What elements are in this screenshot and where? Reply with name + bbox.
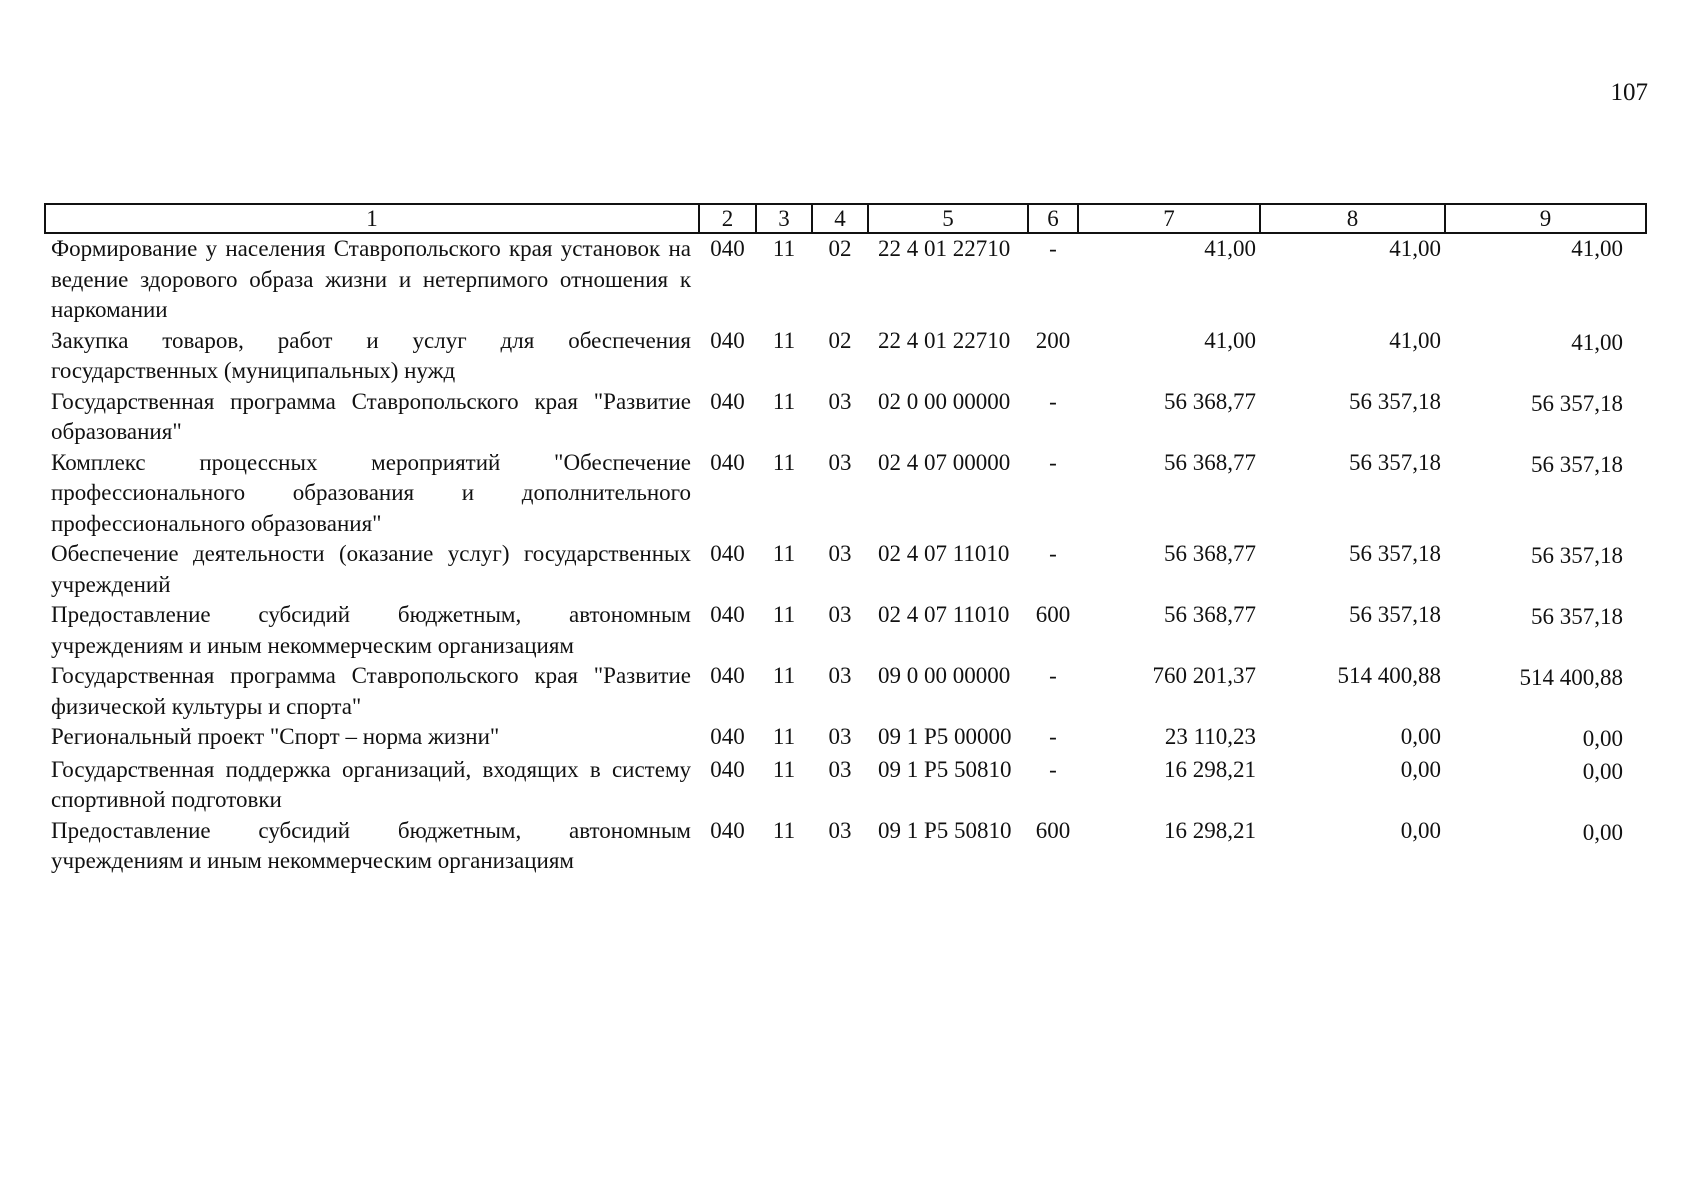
expense-type-code: - bbox=[1049, 541, 1057, 566]
target-article-code: 22 4 01 22710 bbox=[878, 236, 1011, 261]
table-header-row bbox=[45, 204, 1646, 233]
section-code: 11 bbox=[772, 541, 796, 566]
target-article-code: 22 4 01 22710 bbox=[878, 327, 1011, 353]
section-code: 11 bbox=[772, 449, 796, 475]
expense-type-code: - bbox=[1049, 388, 1057, 414]
amount-col-8: 0,00 bbox=[1400, 724, 1441, 749]
amount-col-7: 41,00 bbox=[1204, 327, 1256, 353]
subsection-code: 03 bbox=[828, 817, 852, 843]
row-description: Обеспечение деятельности (оказание услуг) государственных учреждений bbox=[51, 541, 691, 597]
column-header-9: 9 bbox=[1445, 204, 1646, 233]
column-header-3: 3 bbox=[756, 204, 812, 233]
amount-col-7: 41,00 bbox=[1204, 236, 1256, 261]
amount-col-9: 56 357,18 bbox=[1531, 451, 1623, 477]
amount-col-7: 56 368,77 bbox=[1164, 449, 1256, 475]
amount-col-8: 0,00 bbox=[1400, 756, 1441, 782]
table-row bbox=[45, 233, 1646, 326]
amount-col-9: 56 357,18 bbox=[1531, 390, 1623, 416]
amount-col-9: 41,00 bbox=[1571, 236, 1623, 261]
page-number: 107 bbox=[1610, 79, 1648, 106]
subsection-code: 02 bbox=[828, 236, 852, 261]
ministry-code: 040 bbox=[710, 236, 745, 261]
amount-col-8: 0,00 bbox=[1400, 817, 1441, 843]
amount-col-7: 56 368,77 bbox=[1164, 388, 1256, 414]
amount-col-8: 41,00 bbox=[1389, 327, 1441, 353]
row-description: Формирование у населения Ставропольского края установок на ведение здорового образа жизни и нетерпимого отношения к наркомании bbox=[51, 236, 691, 322]
table-row bbox=[45, 816, 1646, 877]
ministry-code: 040 bbox=[710, 756, 745, 782]
amount-col-9: 56 357,18 bbox=[1531, 543, 1623, 568]
target-article-code: 02 4 07 00000 bbox=[878, 449, 1011, 475]
target-article-code: 02 0 00 00000 bbox=[878, 388, 1011, 414]
amount-col-8: 56 357,18 bbox=[1349, 602, 1441, 627]
row-description: Региональный проект "Спорт – норма жизни" bbox=[51, 724, 500, 749]
section-code: 11 bbox=[772, 663, 796, 688]
expense-type-code: - bbox=[1049, 663, 1057, 688]
section-code: 11 bbox=[772, 388, 796, 414]
amount-col-7: 56 368,77 bbox=[1164, 602, 1256, 627]
amount-col-9: 56 357,18 bbox=[1531, 604, 1623, 629]
amount-col-8: 56 357,18 bbox=[1349, 449, 1441, 475]
column-header-1: 1 bbox=[45, 204, 699, 233]
row-description: Комплекс процессных мероприятий "Обеспечение профессионального образования и дополнительного профессионального образования" bbox=[51, 449, 691, 536]
column-header-6: 6 bbox=[1028, 204, 1078, 233]
amount-col-8: 56 357,18 bbox=[1349, 388, 1441, 414]
section-code: 11 bbox=[772, 327, 796, 353]
target-article-code: 09 0 00 00000 bbox=[878, 663, 1011, 688]
column-header-4: 4 bbox=[812, 204, 868, 233]
ministry-code: 040 bbox=[710, 602, 745, 627]
amount-col-7: 760 201,37 bbox=[1152, 663, 1256, 688]
row-description: Государственная поддержка организаций, входящих в систему спортивной подготовки bbox=[51, 756, 691, 812]
expense-type-code: - bbox=[1049, 449, 1057, 475]
subsection-code: 03 bbox=[828, 449, 852, 475]
table-row bbox=[45, 326, 1646, 387]
section-code: 11 bbox=[772, 602, 796, 627]
table-row bbox=[45, 387, 1646, 448]
amount-col-8: 56 357,18 bbox=[1349, 541, 1441, 566]
row-description: Государственная программа Ставропольского края "Развитие физической культуры и спорта" bbox=[51, 663, 691, 719]
row-description: Предоставление субсидий бюджетным, автономным учреждениям и иным некоммерческим организациям bbox=[51, 817, 691, 873]
section-code: 11 bbox=[772, 236, 796, 261]
ministry-code: 040 bbox=[710, 449, 745, 475]
column-header-2: 2 bbox=[699, 204, 756, 233]
ministry-code: 040 bbox=[710, 663, 745, 688]
table-row bbox=[45, 448, 1646, 540]
row-description: Закупка товаров, работ и услуг для обеспечения государственных (муниципальных) нужд bbox=[51, 327, 691, 383]
target-article-code: 02 4 07 11010 bbox=[878, 602, 1010, 627]
subsection-code: 02 bbox=[828, 327, 852, 353]
budget-table bbox=[44, 203, 1647, 877]
expense-type-code: - bbox=[1049, 236, 1057, 261]
row-description: Предоставление субсидий бюджетным, автономным учреждениям и иным некоммерческим организациям bbox=[51, 602, 691, 658]
target-article-code: 09 1 P5 50810 bbox=[878, 817, 1012, 843]
target-article-code: 09 1 P5 50810 bbox=[878, 756, 1012, 782]
table-row bbox=[45, 661, 1646, 722]
amount-col-9: 0,00 bbox=[1582, 726, 1623, 751]
row-description: Государственная программа Ставропольского края "Развитие образования" bbox=[51, 388, 691, 444]
ministry-code: 040 bbox=[710, 327, 745, 353]
amount-col-7: 23 110,23 bbox=[1164, 724, 1256, 749]
table-row bbox=[45, 755, 1646, 816]
expense-type-code: 600 bbox=[1035, 602, 1071, 627]
amount-col-7: 16 298,21 bbox=[1164, 817, 1256, 843]
subsection-code: 03 bbox=[828, 724, 852, 749]
amount-col-8: 514 400,88 bbox=[1337, 663, 1441, 688]
section-code: 11 bbox=[772, 756, 796, 782]
ministry-code: 040 bbox=[710, 541, 745, 566]
amount-col-9: 0,00 bbox=[1582, 819, 1623, 845]
section-code: 11 bbox=[772, 817, 796, 843]
ministry-code: 040 bbox=[710, 388, 745, 414]
ministry-code: 040 bbox=[710, 817, 745, 843]
section-code: 11 bbox=[772, 724, 796, 749]
amount-col-9: 514 400,88 bbox=[1519, 665, 1623, 690]
amount-col-9: 41,00 bbox=[1571, 329, 1623, 355]
table-row bbox=[45, 539, 1646, 600]
expense-type-code: 200 bbox=[1035, 327, 1071, 353]
amount-col-8: 41,00 bbox=[1389, 236, 1441, 261]
subsection-code: 03 bbox=[828, 388, 852, 414]
amount-col-9: 0,00 bbox=[1582, 758, 1623, 784]
table-row bbox=[45, 722, 1646, 755]
amount-col-7: 56 368,77 bbox=[1164, 541, 1256, 566]
column-header-8: 8 bbox=[1260, 204, 1445, 233]
column-header-5: 5 bbox=[868, 204, 1028, 233]
target-article-code: 02 4 07 11010 bbox=[878, 541, 1010, 566]
subsection-code: 03 bbox=[828, 756, 852, 782]
target-article-code: 09 1 P5 00000 bbox=[878, 724, 1012, 749]
amount-col-7: 16 298,21 bbox=[1164, 756, 1256, 782]
ministry-code: 040 bbox=[710, 724, 745, 749]
subsection-code: 03 bbox=[828, 663, 852, 688]
expense-type-code: - bbox=[1049, 724, 1057, 749]
subsection-code: 03 bbox=[828, 602, 852, 627]
expense-type-code: - bbox=[1049, 756, 1057, 782]
expense-type-code: 600 bbox=[1035, 817, 1071, 843]
subsection-code: 03 bbox=[828, 541, 852, 566]
table-row bbox=[45, 600, 1646, 661]
column-header-7: 7 bbox=[1078, 204, 1260, 233]
